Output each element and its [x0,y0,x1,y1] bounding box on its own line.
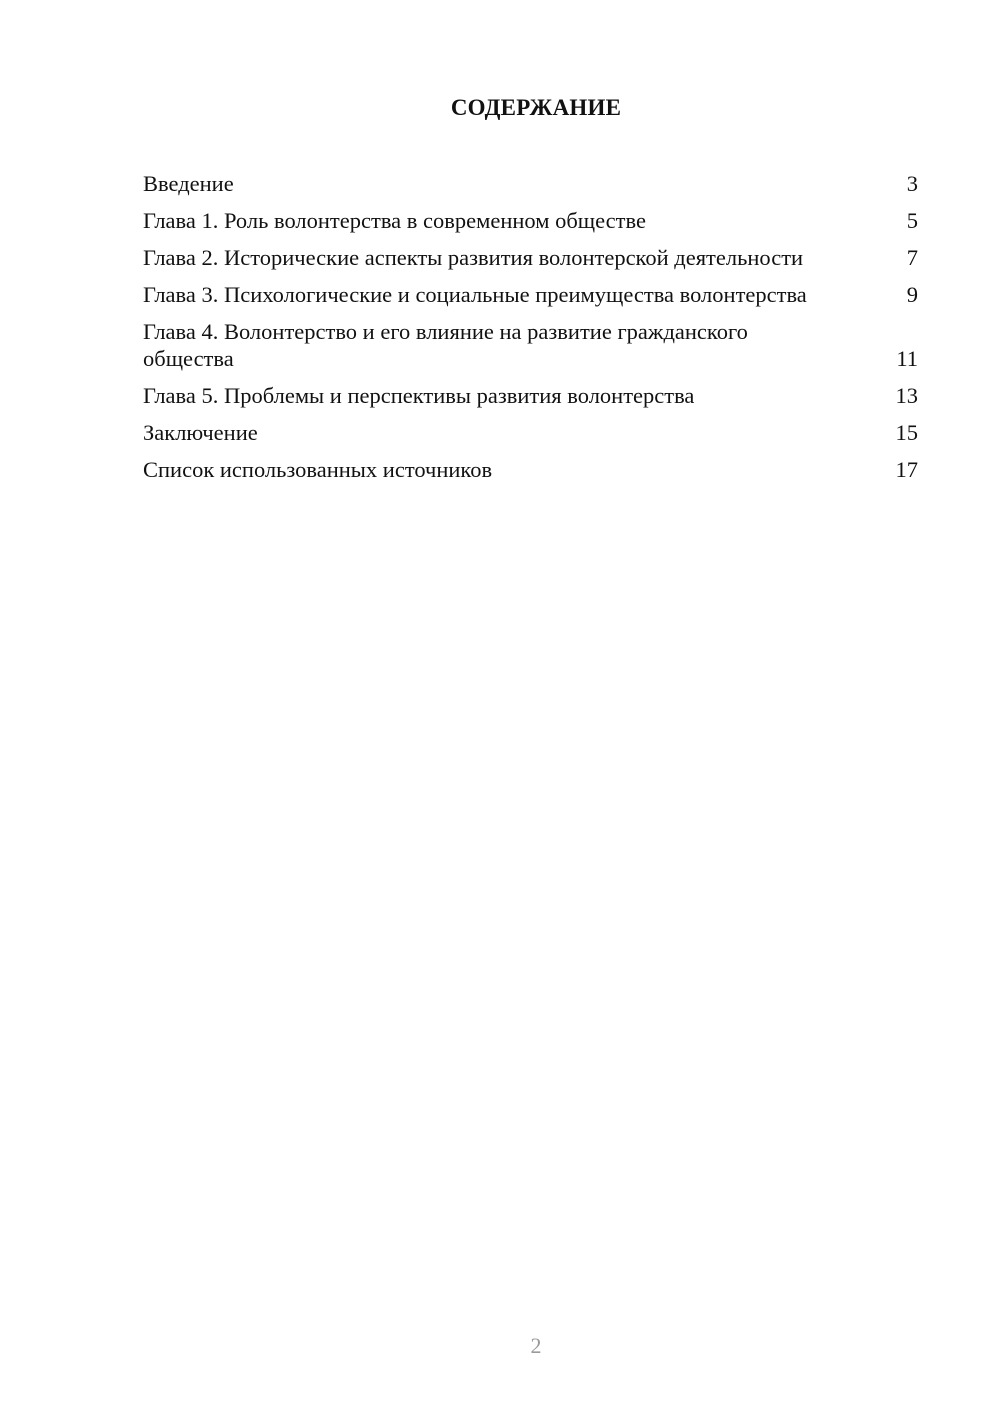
table-of-contents [143,170,918,493]
page-title: СОДЕРЖАНИЕ [450,95,622,120]
toc-entry-page: 11 [896,346,918,371]
toc-entry [143,281,918,308]
toc-entry-page: 13 [895,383,918,408]
toc-entry-page: 5 [906,208,918,233]
toc-entry [143,419,918,446]
toc-entry-page: 15 [895,420,918,445]
toc-entry-text: Глава 5. Проблемы и перспективы развития волонтерства [143,383,695,408]
toc-entry [143,318,918,372]
toc-entry [143,207,918,234]
toc-entry [143,244,918,271]
toc-entry-page: 9 [906,282,918,307]
toc-entry-text: Глава 3. Психологические и социальные преимущества волонтерства [143,282,807,307]
toc-entry-text: Глава 4. Волонтерство и его влияние на развитие гражданского общества [143,319,748,371]
toc-entry-text: Заключение [143,420,258,445]
toc-entry [143,382,918,409]
toc-entry [143,170,918,197]
toc-entry-page: 7 [906,245,918,270]
toc-entry [143,456,918,483]
page-number: 2 [530,1333,542,1358]
toc-entry-page: 17 [895,457,918,482]
toc-entry-text: Список использованных источников [143,457,493,482]
toc-entry-page: 3 [906,171,918,196]
toc-entry-text: Глава 2. Исторические аспекты развития волонтерской деятельности [143,245,804,270]
toc-entry-text: Глава 1. Роль волонтерства в современном обществе [143,208,646,233]
toc-entry-text: Введение [143,171,234,196]
